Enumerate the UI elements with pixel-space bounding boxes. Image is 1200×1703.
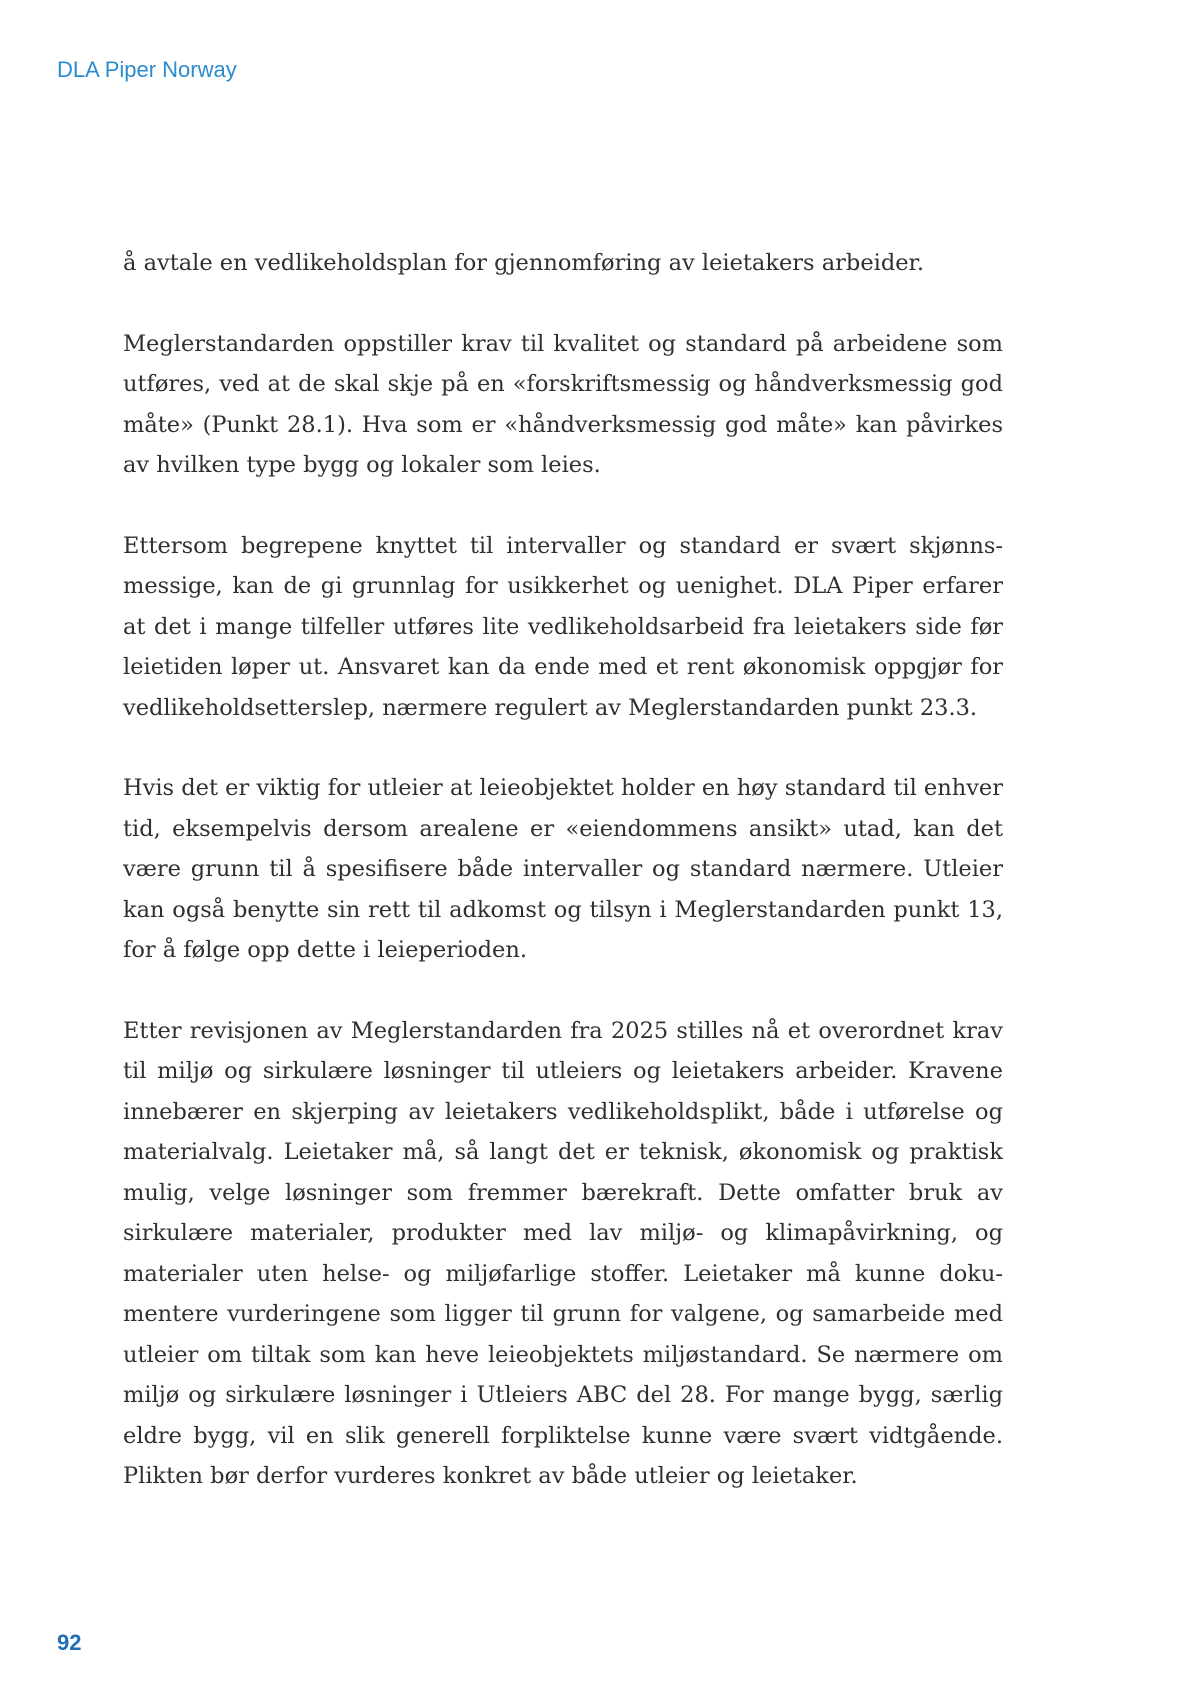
paragraph-2: Meglerstandarden oppstiller krav til kvalitet og standard på arbeidene som utføres, ved at de skal skje på en «forskriftsmessig og håndverksmessig god måte» (Punkt 28.1). Hva som er «håndverksmessig god måte» kan påvirkes av hvilken type bygg og lokaler som leies. [123, 330, 1003, 478]
paragraph-5: Etter revisjonen av Meglerstandarden fra 2025 stilles nå et overordnet krav til miljø og sirkulære løsninger til utleiers og leietakers arbeider. Kravene innebærer en skjerping av leietakers vedlikeholdsplikt, både i utførelse og materialvalg. Leietaker må, så langt det er teknisk, økonomisk og praktisk mulig, velge løsninger som fremmer bærekraft. Dette omfatter bruk av sirkulære materialer, produkter med lav miljø- og klimapåvirkning, og materialer uten helse- og miljøfarlige stoffer. Leietaker må kunne dokumentere vurderingene som ligger til grunn for valgene, og samarbeide med utleier om tiltak som kan heve leieobjektets miljøstandard. Se nærmere om miljø og sirkulære løsninger i Utleiers ABC del 28. For mange bygg, særlig eldre bygg, vil en slik generell forpliktelse kunne være svært vidtgående. Plikten bør derfor vurderes konkret av både utleier og leietaker. [123, 1017, 1003, 1489]
body-text [123, 243, 1003, 1537]
paragraph-1: å avtale en vedlikeholdsplan for gjennomføring av leietakers arbeider. [123, 250, 924, 276]
page-number: 92 [57, 1630, 82, 1655]
header-brand: DLA Piper Norway [57, 57, 237, 82]
paragraph-4: Hvis det er viktig for utleier at leieobjektet holder en høy standard til enhver tid, eksempelvis dersom arealene er «eiendommens ansikt» utad, kan det være grunn til å spesifisere både intervaller og standard nærmere. Utleier kan også benytte sin rett til adkomst og tilsyn i Meglerstandarden punkt 13, for å følge opp dette i leieperioden. [123, 775, 1004, 963]
paragraph-3: Ettersom begrepene knyttet til intervaller og standard er svært skjønnsmessige, kan de gi grunnlag for usikkerhet og uenighet. DLA Piper erfarer at det i mange tilfeller utføres lite vedlikeholdsarbeid fra leietakers side før leietiden løper ut. Ansvaret kan da ende med et rent økonomisk oppgjør for vedlikeholdsetterslep, nærmere regulert av Meglerstandarden punkt 23.3. [123, 532, 1003, 721]
